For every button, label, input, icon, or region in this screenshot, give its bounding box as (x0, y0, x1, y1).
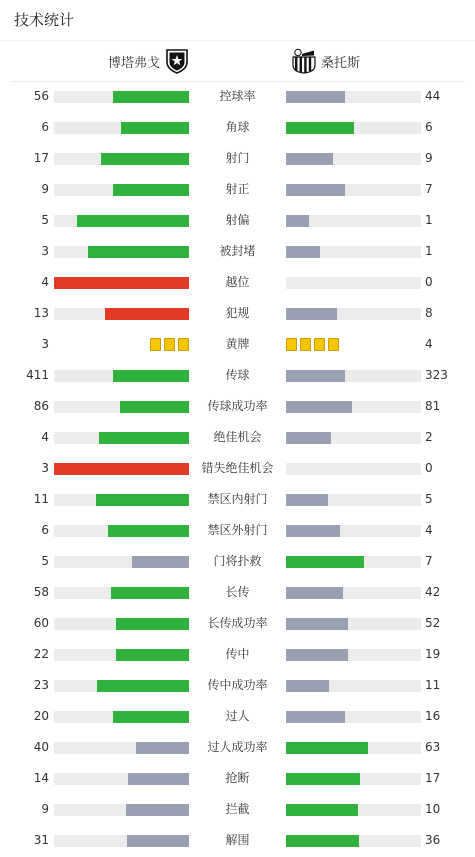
home-stat-bar-fill (54, 463, 189, 475)
stat-row (0, 515, 475, 546)
stat-label: 长传成功率 (207, 616, 268, 630)
away-stat-bar (286, 742, 421, 754)
home-stat-bar (54, 618, 189, 630)
away-stat-bar-fill (286, 215, 309, 227)
home-stat-bar-fill (77, 215, 189, 227)
away-stat-value: 19 (425, 647, 441, 661)
home-stat-bar-fill (113, 711, 189, 723)
home-stat-bar (54, 184, 189, 196)
away-stat-bar-fill (286, 525, 340, 537)
yellow-card-icon (300, 338, 311, 351)
home-stat-bar (54, 494, 189, 506)
home-stat-value: 86 (33, 399, 49, 413)
away-stat-bar-fill (286, 835, 359, 847)
away-stat-value: 6 (425, 120, 433, 134)
home-stat-value: 6 (41, 523, 49, 537)
away-stat-bar (286, 215, 421, 227)
yellow-card-icon (314, 338, 325, 351)
home-stat-value: 6 (41, 120, 49, 134)
away-stat-bar (286, 556, 421, 568)
away-stat-bar (286, 370, 421, 382)
away-stat-bar (286, 153, 421, 165)
stat-row (0, 360, 475, 391)
stat-label: 传球成功率 (207, 399, 268, 413)
yellow-card-icon (286, 338, 297, 351)
away-stat-value: 323 (425, 368, 448, 382)
away-stat-value: 44 (425, 89, 441, 103)
stat-label: 传中成功率 (207, 678, 268, 692)
home-stat-bar (54, 308, 189, 320)
away-stat-bar (286, 494, 421, 506)
away-stat-value: 0 (425, 275, 433, 289)
away-stat-bar-fill (286, 401, 352, 413)
yellow-card-icon (164, 338, 175, 351)
home-stat-value: 4 (41, 275, 49, 289)
away-stat-bar (286, 587, 421, 599)
home-stat-value: 411 (26, 368, 49, 382)
away-stat-value: 7 (425, 182, 433, 196)
away-stat-bar (286, 308, 421, 320)
away-stat-bar (286, 277, 421, 289)
stat-label: 传球 (225, 368, 250, 382)
home-stat-value: 56 (33, 89, 49, 103)
stat-label: 黄牌 (225, 337, 250, 351)
home-stat-bar (54, 649, 189, 661)
stat-row (0, 732, 475, 763)
away-stat-bar (286, 618, 421, 630)
home-stat-bar (54, 370, 189, 382)
home-stat-bar (54, 742, 189, 754)
section-title: 技术统计 (14, 11, 75, 29)
away-stat-value: 11 (425, 678, 441, 692)
home-stat-value: 11 (33, 492, 49, 506)
home-stat-value: 13 (33, 306, 49, 320)
away-yellow-cards (286, 338, 339, 351)
stat-row (0, 112, 475, 143)
stat-row (0, 546, 475, 577)
home-stat-value: 22 (33, 647, 49, 661)
stat-label: 射偏 (225, 213, 250, 227)
home-stat-value: 14 (33, 771, 49, 785)
away-stat-bar (286, 804, 421, 816)
away-stat-bar-fill (286, 370, 345, 382)
away-stat-bar (286, 711, 421, 723)
stat-label: 错失绝佳机会 (201, 461, 274, 475)
away-stat-value: 5 (425, 492, 433, 506)
yellow-card-icon (178, 338, 189, 351)
away-stat-bar (286, 184, 421, 196)
home-stat-value: 5 (41, 213, 49, 227)
stat-label: 射门 (225, 151, 250, 165)
home-stat-bar-fill (108, 525, 189, 537)
home-stat-bar-fill (101, 153, 189, 165)
stat-row (0, 453, 475, 484)
stat-label: 禁区内射门 (207, 492, 268, 506)
home-stat-bar-fill (120, 401, 189, 413)
away-stat-bar (286, 835, 421, 847)
home-stat-bar (54, 835, 189, 847)
home-stat-bar-fill (88, 246, 189, 258)
stat-row (0, 236, 475, 267)
stat-label: 拦截 (225, 802, 250, 816)
home-stat-value: 9 (41, 802, 49, 816)
stat-label: 射正 (225, 182, 250, 196)
home-stat-bar (54, 277, 189, 289)
stat-label: 门将扑救 (213, 554, 262, 568)
away-stat-bar-fill (286, 587, 343, 599)
stat-row (0, 577, 475, 608)
stat-row (0, 639, 475, 670)
away-team-name: 桑托斯 (321, 55, 361, 71)
away-stat-bar (286, 680, 421, 692)
away-stat-value: 42 (425, 585, 441, 599)
stat-row (0, 763, 475, 794)
away-stat-value: 1 (425, 244, 433, 258)
home-stat-bar (54, 556, 189, 568)
stat-row (0, 391, 475, 422)
home-stat-bar (54, 587, 189, 599)
home-yellow-cards (150, 338, 189, 351)
away-stat-bar-fill (286, 122, 354, 134)
home-stat-bar-fill (54, 277, 189, 289)
home-stat-value: 5 (41, 554, 49, 568)
home-stat-bar-fill (113, 184, 189, 196)
home-stat-bar (54, 773, 189, 785)
away-stat-bar-fill (286, 153, 333, 165)
home-stat-bar-fill (105, 308, 189, 320)
stat-row (0, 422, 475, 453)
teams-header (10, 41, 465, 82)
away-stat-value: 36 (425, 833, 441, 847)
away-stat-value: 2 (425, 430, 433, 444)
home-stat-value: 3 (41, 461, 49, 475)
home-stat-bar (54, 153, 189, 165)
stat-row (0, 825, 475, 856)
away-stat-value: 10 (425, 802, 441, 816)
away-stat-value: 63 (425, 740, 441, 754)
away-stat-bar-fill (286, 91, 345, 103)
stat-label: 犯规 (225, 306, 250, 320)
stat-row (0, 670, 475, 701)
home-stat-bar-fill (113, 91, 189, 103)
home-stat-value: 23 (33, 678, 49, 692)
yellow-card-icon (328, 338, 339, 351)
away-stat-bar (286, 246, 421, 258)
stat-row (0, 267, 475, 298)
stat-label: 绝佳机会 (213, 430, 262, 444)
stat-row (0, 143, 475, 174)
stat-label: 解围 (225, 833, 250, 847)
home-stat-bar (54, 525, 189, 537)
away-stat-bar (286, 773, 421, 785)
stat-label: 过人成功率 (207, 740, 268, 754)
away-stat-bar (286, 525, 421, 537)
home-stat-bar (54, 804, 189, 816)
away-stat-value: 81 (425, 399, 441, 413)
away-stat-bar (286, 122, 421, 134)
away-stat-bar (286, 649, 421, 661)
away-stat-value: 52 (425, 616, 441, 630)
home-stat-bar (54, 463, 189, 475)
home-stat-bar (54, 122, 189, 134)
stat-row (0, 484, 475, 515)
home-stat-bar-fill (136, 742, 189, 754)
home-stat-bar (54, 401, 189, 413)
away-stat-bar (286, 91, 421, 103)
away-stat-value: 8 (425, 306, 433, 320)
away-stat-value: 16 (425, 709, 441, 723)
stat-row (0, 205, 475, 236)
home-stat-bar-fill (99, 432, 189, 444)
home-stat-bar-fill (121, 122, 189, 134)
home-stat-value: 3 (41, 244, 49, 258)
stat-label: 角球 (225, 120, 250, 134)
away-stat-bar-fill (286, 432, 331, 444)
away-stat-bar-fill (286, 742, 368, 754)
away-stat-bar-fill (286, 804, 358, 816)
home-stat-bar (54, 711, 189, 723)
stat-row (0, 298, 475, 329)
away-team[interactable] (292, 48, 360, 74)
stat-row (0, 329, 475, 360)
home-stat-bar-fill (116, 618, 189, 630)
home-stat-bar-fill (116, 649, 189, 661)
stat-row (0, 608, 475, 639)
away-stat-bar-fill (286, 494, 328, 506)
home-stat-bar-fill (111, 587, 189, 599)
home-stat-bar-fill (96, 494, 189, 506)
away-stat-value: 9 (425, 151, 433, 165)
home-stat-bar (54, 91, 189, 103)
stat-label: 过人 (225, 709, 250, 723)
away-stat-bar-fill (286, 773, 360, 785)
stat-label: 抢断 (225, 771, 250, 785)
home-stat-bar-fill (132, 556, 189, 568)
yellow-card-icon (150, 338, 161, 351)
home-stat-value: 40 (33, 740, 49, 754)
away-stat-bar-fill (286, 618, 348, 630)
home-stat-bar (54, 680, 189, 692)
botafogo-crest-icon (165, 48, 189, 74)
home-team-name: 博塔弗戈 (107, 55, 160, 71)
away-stat-bar (286, 432, 421, 444)
away-stat-bar-fill (286, 246, 320, 258)
away-stat-value: 7 (425, 554, 433, 568)
stat-label: 越位 (225, 275, 250, 289)
home-stat-bar (54, 246, 189, 258)
away-stat-value: 17 (425, 771, 441, 785)
home-stat-bar (54, 432, 189, 444)
home-team[interactable] (108, 48, 189, 74)
stat-label: 长传 (225, 585, 250, 599)
stat-row (0, 701, 475, 732)
away-stat-value: 4 (425, 337, 433, 351)
home-stat-bar-fill (128, 773, 189, 785)
stat-row (0, 794, 475, 825)
home-stat-bar-fill (113, 370, 189, 382)
santos-crest-icon (292, 48, 316, 74)
away-stat-bar-fill (286, 308, 337, 320)
stat-row (0, 81, 475, 112)
home-stat-value: 60 (33, 616, 49, 630)
away-stat-bar-fill (286, 184, 345, 196)
home-stat-bar (54, 215, 189, 227)
away-stat-bar-fill (286, 711, 345, 723)
home-stat-bar-fill (97, 680, 189, 692)
home-stat-value: 4 (41, 430, 49, 444)
stat-row (0, 174, 475, 205)
away-stat-bar (286, 401, 421, 413)
home-stat-value: 31 (33, 833, 49, 847)
home-stat-value: 17 (33, 151, 49, 165)
away-stat-value: 4 (425, 523, 433, 537)
away-stat-value: 1 (425, 213, 433, 227)
home-stat-bar-fill (126, 804, 189, 816)
stat-label: 控球率 (219, 89, 256, 103)
away-stat-bar (286, 463, 421, 475)
stat-label: 传中 (225, 647, 250, 661)
home-stat-value: 9 (41, 182, 49, 196)
stat-label: 禁区外射门 (207, 523, 268, 537)
away-stat-value: 0 (425, 461, 433, 475)
home-stat-bar-fill (127, 835, 189, 847)
away-stat-bar-fill (286, 556, 364, 568)
home-stat-value: 58 (33, 585, 49, 599)
away-stat-bar-fill (286, 680, 329, 692)
home-stat-value: 3 (41, 337, 49, 351)
away-stat-bar-fill (286, 649, 348, 661)
stat-label: 被封堵 (219, 244, 256, 258)
home-stat-value: 20 (33, 709, 49, 723)
